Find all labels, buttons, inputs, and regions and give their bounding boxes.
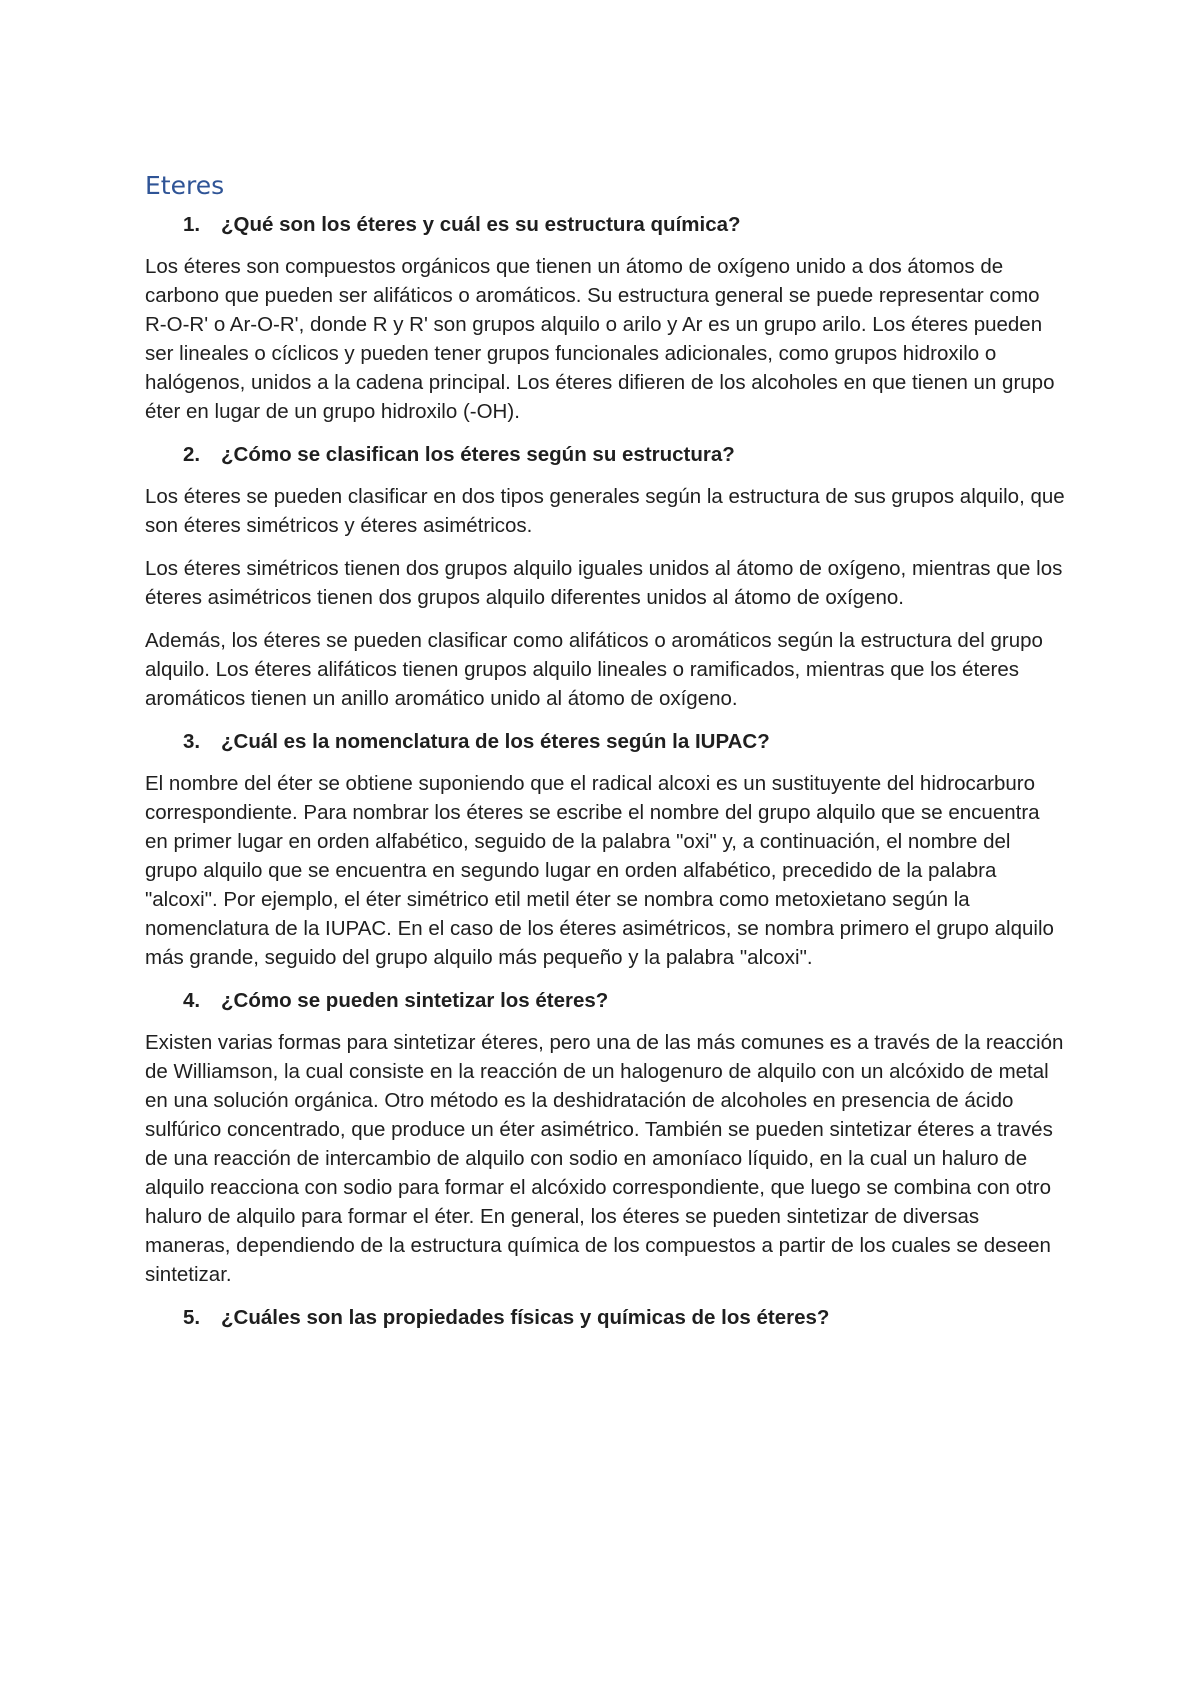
answer-paragraph: Existen varias formas para sintetizar éteres, pero una de las más comunes es a través de la reacción de Williamson, la cual consiste en la reacción de un halogenuro de alquilo con un alcóxido de metal en una solución orgánica. Otro método es la deshidratación de alcoholes en presencia de ácido sulfúrico concentrado, que produce un éter asimétrico. También se pueden sintetizar éteres a través de una reacción de intercambio de alquilo con sodio en amoníaco líquido, en la cual un haluro de alquilo reacciona con sodio para formar el alcóxido correspondiente, que luego se combina con otro haluro de alquilo para formar el éter. En general, los éteres se pueden sintetizar de diversas maneras, dependiendo de la estructura química de los compuestos a partir de los cuales se deseen sintetizar. [145,1031,1064,1286]
answer-paragraph: Además, los éteres se pueden clasificar como alifáticos o aromáticos según la estructura del grupo alquilo. Los éteres alifáticos tienen grupos alquilo lineales o ramificados, mientras que los éteres aromáticos tienen un anillo aromático unido al átomo de oxígeno. [145,629,1043,710]
question-text: ¿Cuáles son las propiedades físicas y químicas de los éteres? [221,1306,830,1329]
question-heading-3 [145,727,1065,757]
question-text: ¿Qué son los éteres y cuál es su estructura química? [221,213,741,236]
answer-paragraph: Los éteres simétricos tienen dos grupos alquilo iguales unidos al átomo de oxígeno, mientras que los éteres asimétricos tienen dos grupos alquilo diferentes unidos al átomo de oxígeno. [145,557,1063,609]
question-text: ¿Cuál es la nomenclatura de los éteres según la IUPAC? [221,730,770,753]
question-number: 3. [183,730,201,753]
question-number: 4. [183,989,201,1012]
answer-paragraph: El nombre del éter se obtiene suponiendo que el radical alcoxi es un sustituyente del hidrocarburo correspondiente. Para nombrar los éteres se escribe el nombre del grupo alquilo que se encuentra en primer lugar en orden alfabético, seguido de la palabra "oxi" y, a continuación, el nombre del grupo alquilo que se encuentra en segundo lugar en orden alfabético, precedido de la palabra "alcoxi". Por ejemplo, el éter simétrico etil metil éter se nombra como metoxietano según la nomenclatura de la IUPAC. En el caso de los éteres asimétricos, se nombra primero el grupo alquilo más grande, seguido del grupo alquilo más pequeño y la palabra "alcoxi". [145,772,1054,969]
question-number: 1. [183,213,201,236]
question-number: 5. [183,1306,201,1329]
document-content [145,170,1065,1345]
answer-paragraph: Los éteres son compuestos orgánicos que tienen un átomo de oxígeno unido a dos átomos de carbono que pueden ser alifáticos o aromáticos. Su estructura general se puede representar como R-O-R' o Ar-O-R', donde R y R' son grupos alquilo o arilo y Ar es un grupo arilo. Los éteres pueden ser lineales o cíclicos y pueden tener grupos funcionales adicionales, como grupos hidroxilo o halógenos, unidos a la cadena principal. Los éteres difieren de los alcoholes en que tienen un grupo éter en lugar de un grupo hidroxilo (-OH). [145,255,1055,423]
question-heading-1 [145,210,1065,240]
question-text: ¿Cómo se pueden sintetizar los éteres? [221,989,609,1012]
answer-paragraph: Los éteres se pueden clasificar en dos tipos generales según la estructura de sus grupos alquilo, que son éteres simétricos y éteres asimétricos. [145,485,1065,537]
question-heading-4 [145,986,1065,1016]
question-heading-5 [145,1303,1065,1333]
question-text: ¿Cómo se clasifican los éteres según su estructura? [221,443,735,466]
question-number: 2. [183,443,201,466]
question-heading-2 [145,440,1065,470]
document-title: Eteres [145,171,225,200]
